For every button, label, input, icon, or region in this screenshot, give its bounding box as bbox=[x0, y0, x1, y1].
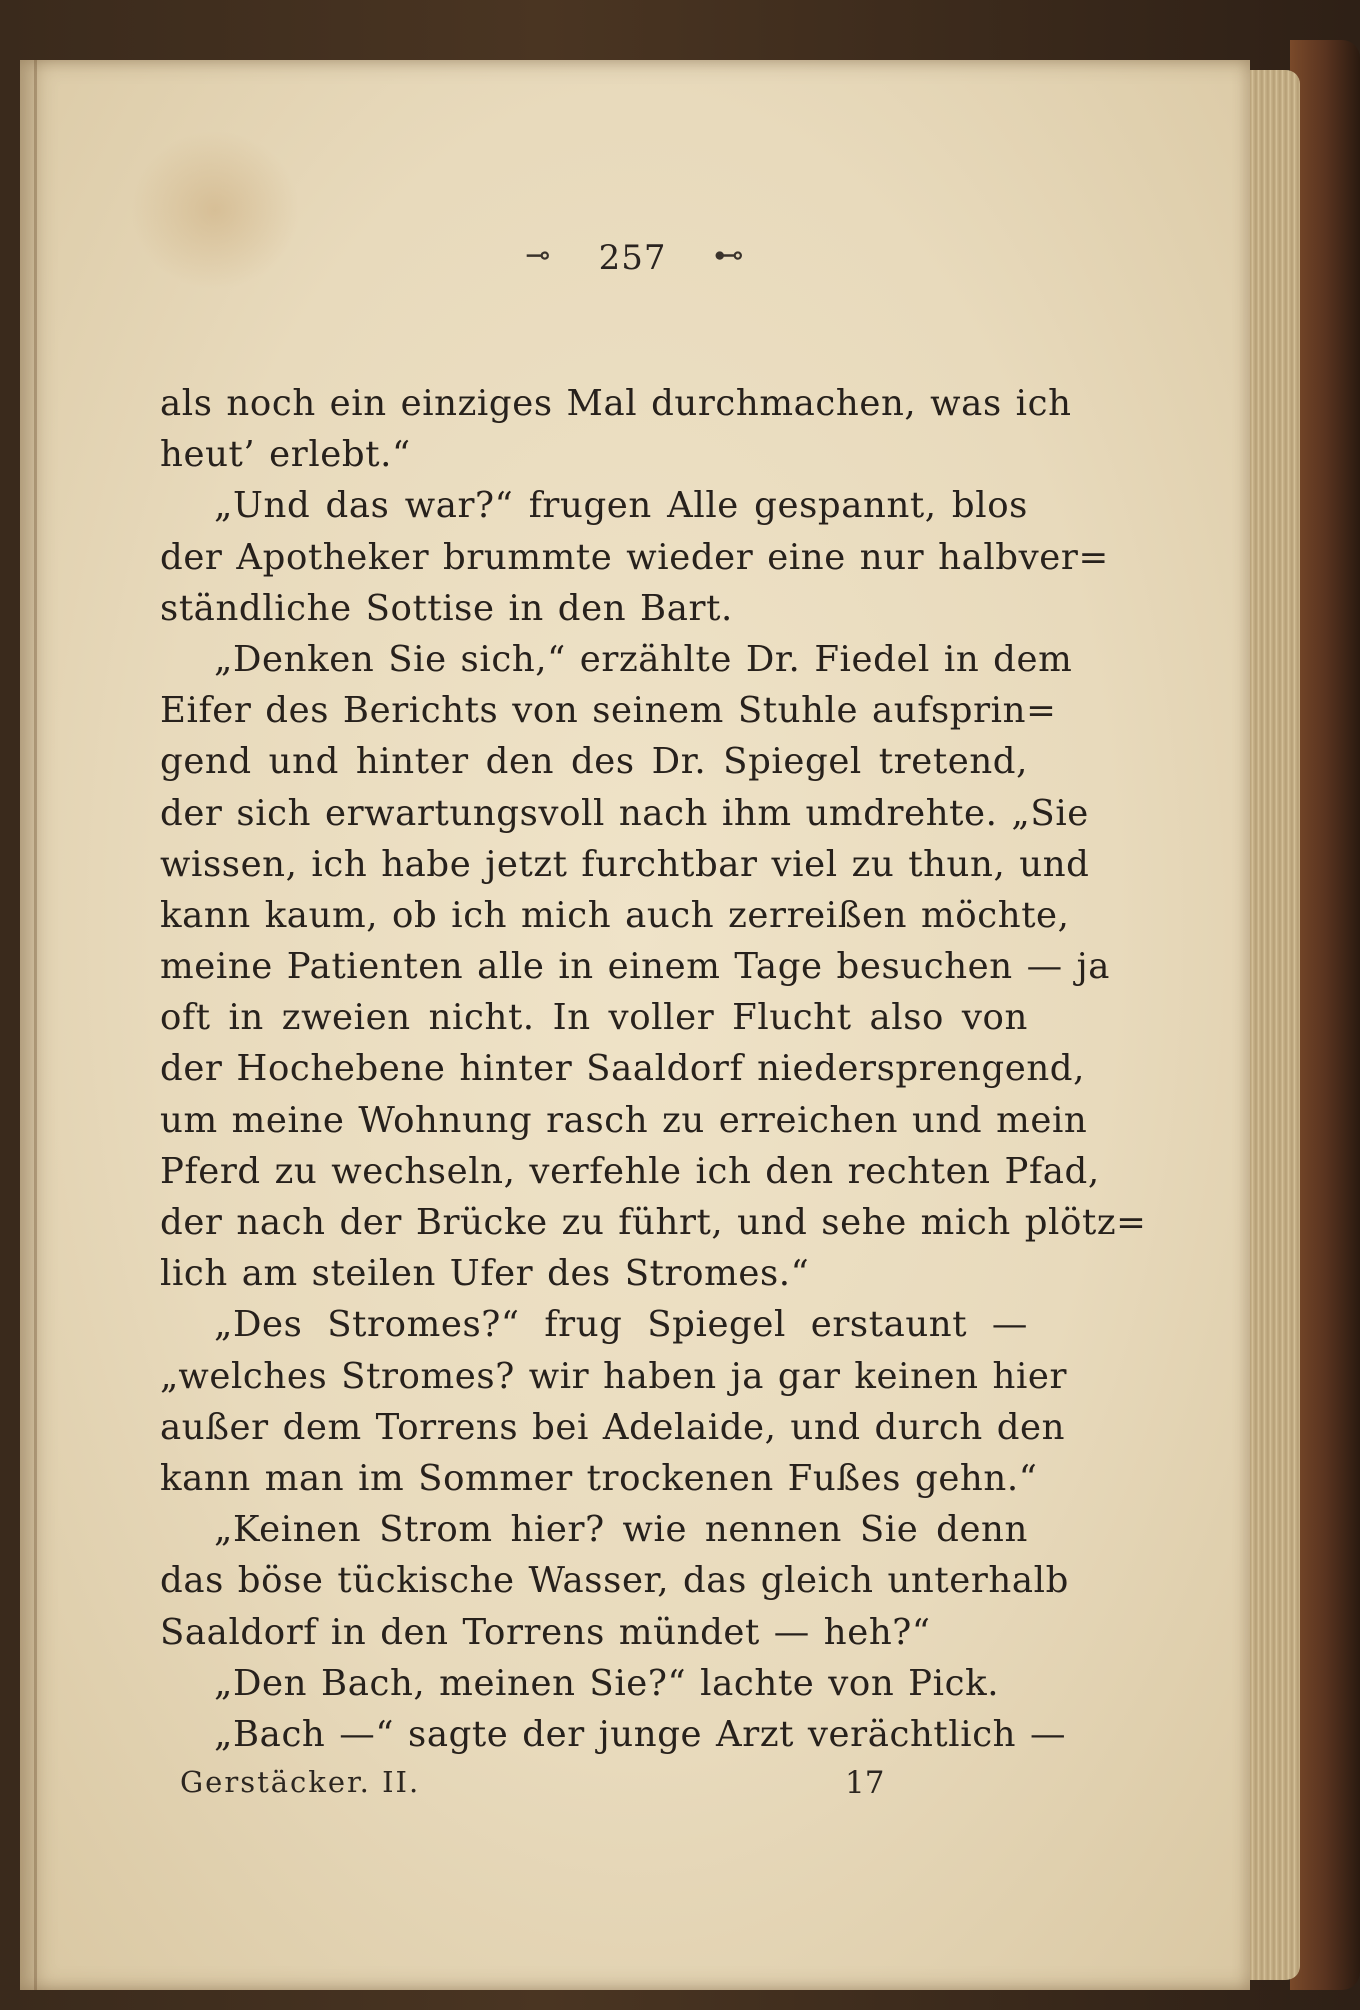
sheet-number: 17 bbox=[845, 1765, 885, 1801]
text-line: lich am steilen Ufer des Stromes.“ bbox=[160, 1253, 810, 1295]
page-header bbox=[20, 238, 1250, 278]
text-line: Saaldorf in den Torrens mündet — heh?“ bbox=[160, 1611, 931, 1653]
ornament-left-icon: ⊸ bbox=[525, 238, 552, 273]
text-line: oft in zweien nicht. In voller Flucht also von bbox=[160, 997, 1028, 1039]
text-line: „Bach —“ sagte der junge Arzt verächtlich — bbox=[214, 1713, 1067, 1755]
text-line: heut’ erlebt.“ bbox=[160, 434, 411, 476]
text-line: wissen, ich habe jetzt furchtbar viel zu thun, und bbox=[160, 843, 1090, 885]
text-line: Eifer des Berichts von seinem Stuhle aufsprin= bbox=[160, 690, 1057, 732]
text-line: „welches Stromes? wir haben ja gar keinen hier bbox=[160, 1355, 1068, 1397]
text-line: das böse tückische Wasser, das gleich unterhalb bbox=[160, 1560, 1069, 1602]
text-line: um meine Wohnung rasch zu erreichen und mein bbox=[160, 1099, 1088, 1141]
book-cover-edge bbox=[1290, 40, 1360, 1990]
text-line: als noch ein einziges Mal durchmachen, was ich bbox=[160, 383, 1072, 424]
text-line: der sich erwartungsvoll nach ihm umdrehte. „Sie bbox=[160, 792, 1089, 834]
text-line: kann man im Sommer trockenen Fußes gehn.“ bbox=[160, 1457, 1038, 1499]
ornament-right-icon: ⊷ bbox=[713, 238, 745, 273]
page-footer bbox=[180, 1765, 885, 1805]
text-line: „Denken Sie sich,“ erzählte Dr. Fiedel in dem bbox=[214, 638, 1073, 680]
text-line: „Und das war?“ frugen Alle gespannt, blos bbox=[214, 485, 1028, 527]
text-line: Pferd zu wechseln, verfehle ich den rechten Pfad, bbox=[160, 1150, 1100, 1192]
text-line: gend und hinter den des Dr. Spiegel tretend, bbox=[160, 741, 1028, 783]
text-line: „Keinen Strom hier? wie nennen Sie denn bbox=[214, 1509, 1028, 1551]
text-line: ständliche Sottise in den Bart. bbox=[160, 587, 733, 629]
text-line: der Hochebene hinter Saaldorf niedersprengend, bbox=[160, 1048, 1085, 1090]
signature-mark: Gerstäcker. II. bbox=[180, 1765, 421, 1799]
text-line: der nach der Brücke zu führt, und sehe mich plötz= bbox=[160, 1202, 1147, 1243]
page-number: 257 bbox=[598, 238, 667, 278]
text-line: außer dem Torrens bei Adelaide, und durch den bbox=[160, 1406, 1066, 1448]
text-line: „Den Bach, meinen Sie?“ lachte von Pick. bbox=[214, 1662, 1000, 1704]
text-line: „Des Stromes?“ frug Spiegel erstaunt — bbox=[214, 1304, 1028, 1346]
text-line: der Apotheker brummte wieder eine nur halbver= bbox=[160, 536, 1109, 578]
text-line: meine Patienten alle in einem Tage besuchen — ja bbox=[160, 946, 1110, 988]
gutter-shadow bbox=[34, 60, 37, 1990]
body-text bbox=[160, 378, 1147, 1760]
text-line: kann kaum, ob ich mich auch zerreißen möchte, bbox=[160, 894, 1070, 936]
book-page bbox=[20, 60, 1250, 1990]
